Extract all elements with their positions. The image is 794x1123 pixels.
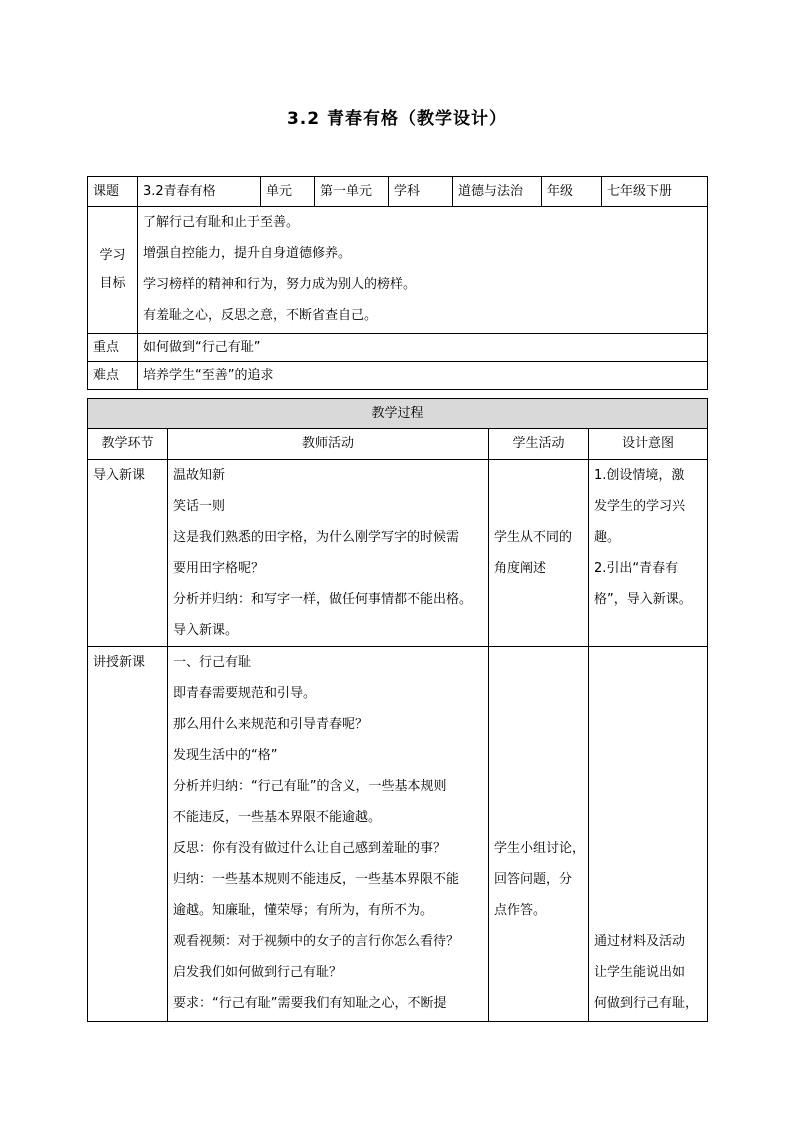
teacher-line: 即青春需要规范和引导。 [173, 686, 317, 701]
process-banner: 教学过程 [88, 399, 708, 429]
teacher-line: 逾越。知廉耻，懂荣辱；有所为，有所不为。 [173, 903, 434, 918]
teacher-line: 发现生活中的“格” [173, 748, 278, 763]
teacher-line: 导入新课。 [173, 623, 239, 638]
stage-cell [88, 460, 168, 647]
grade-value: 七年级下册 [602, 177, 708, 207]
teacher-line: 一、行己有耻 [173, 655, 252, 670]
intent-line: 让学生能说出如 [594, 965, 686, 980]
header-student: 学生活动 [489, 429, 589, 460]
student-line: 角度阐述 [494, 561, 547, 576]
teacher-line: 分析并归纳：和写字一样，做任何事情都不能出格。 [173, 592, 473, 607]
goal-item: 增强自控能力，提升自身道德修养。 [143, 246, 352, 261]
teacher-line: 启发我们如何做到行己有耻？ [173, 965, 343, 980]
course-label: 课题 [88, 177, 138, 207]
goal-item: 学习榜样的精神和行为，努力成为别人的榜样。 [143, 277, 417, 292]
unit-label: 单元 [261, 177, 315, 207]
teacher-line: 那么用什么来规范和引导青春呢？ [173, 717, 369, 732]
intent-line: 2.引出“青春有 [594, 561, 679, 576]
teacher-activity-cell [168, 460, 489, 647]
intent-line: 1.创设情境，激 [594, 468, 685, 483]
grade-label: 年级 [542, 177, 602, 207]
header-teacher: 教师活动 [168, 429, 489, 460]
teacher-activity-cell [168, 647, 489, 1022]
teacher-line: 笑话一则 [173, 499, 226, 514]
intent-line: 何做到行己有耻， [594, 996, 699, 1011]
goals-content [138, 207, 708, 334]
goal-item: 有羞耻之心，反思之意，不断省查自己。 [143, 308, 378, 323]
goals-label-line-1: 学习 [99, 248, 126, 264]
header-intent: 设计意图 [589, 429, 708, 460]
course-value: 3.2青春有格 [138, 177, 261, 207]
student-activity-cell [489, 647, 589, 1022]
teacher-line: 分析并归纳：“行己有耻”的含义，一些基本规则 [173, 779, 447, 794]
teacher-line: 不能违反，一些基本界限不能逾越。 [173, 810, 382, 825]
stage-cell [88, 647, 168, 1022]
design-intent-cell [589, 647, 708, 1022]
intent-line: 发学生的学习兴 [594, 499, 686, 514]
table-row [88, 647, 708, 1022]
intent-line: 趣。 [594, 530, 621, 545]
document-title: 3.2 青春有格（教学设计） [286, 109, 508, 129]
teacher-line: 温故知新 [173, 468, 226, 483]
unit-value: 第一单元 [315, 177, 389, 207]
key-point-label: 重点 [88, 334, 138, 362]
goals-label-line-2: 目标 [99, 276, 126, 291]
teaching-process-table [87, 398, 708, 1022]
design-intent-cell [589, 460, 708, 647]
student-activity-cell [489, 460, 589, 647]
student-line: 点作答。 [494, 903, 547, 918]
difficulty-label: 难点 [88, 362, 138, 390]
intent-line: 通过材料及活动 [594, 934, 686, 949]
intent-line: 格”，导入新课。 [594, 592, 692, 607]
difficulty-value: 培养学生“至善”的追求 [138, 362, 708, 390]
teacher-line: 要求：“行己有耻”需要我们有知耻之心，不断提 [173, 996, 447, 1011]
teacher-line: 观看视频：对于视频中的女子的言行你怎么看待？ [173, 934, 460, 949]
subject-label: 学科 [389, 177, 453, 207]
subject-value: 道德与法治 [453, 177, 542, 207]
teacher-line: 这是我们熟悉的田字格，为什么刚学写字的时候需 [173, 530, 460, 545]
student-line: 回答问题，分 [494, 872, 573, 887]
stage-label: 导入新课 [93, 468, 146, 483]
student-line: 学生小组讨论， [494, 841, 586, 856]
stage-label: 讲授新课 [93, 655, 146, 670]
teacher-line: 归纳：一些基本规则不能违反，一些基本界限不能 [173, 872, 460, 887]
goal-item: 了解行己有耻和止于至善。 [143, 215, 300, 230]
teacher-line: 反思：你有没有做过什么让自己感到羞耻的事？ [173, 841, 447, 856]
teacher-line: 要用田字格呢？ [173, 561, 265, 576]
table-row [88, 460, 708, 647]
goals-label [88, 207, 138, 334]
header-stage: 教学环节 [88, 429, 168, 460]
key-point-value: 如何做到“行己有耻” [138, 334, 708, 362]
lesson-info-table [87, 176, 708, 390]
student-line: 学生从不同的 [494, 530, 573, 545]
